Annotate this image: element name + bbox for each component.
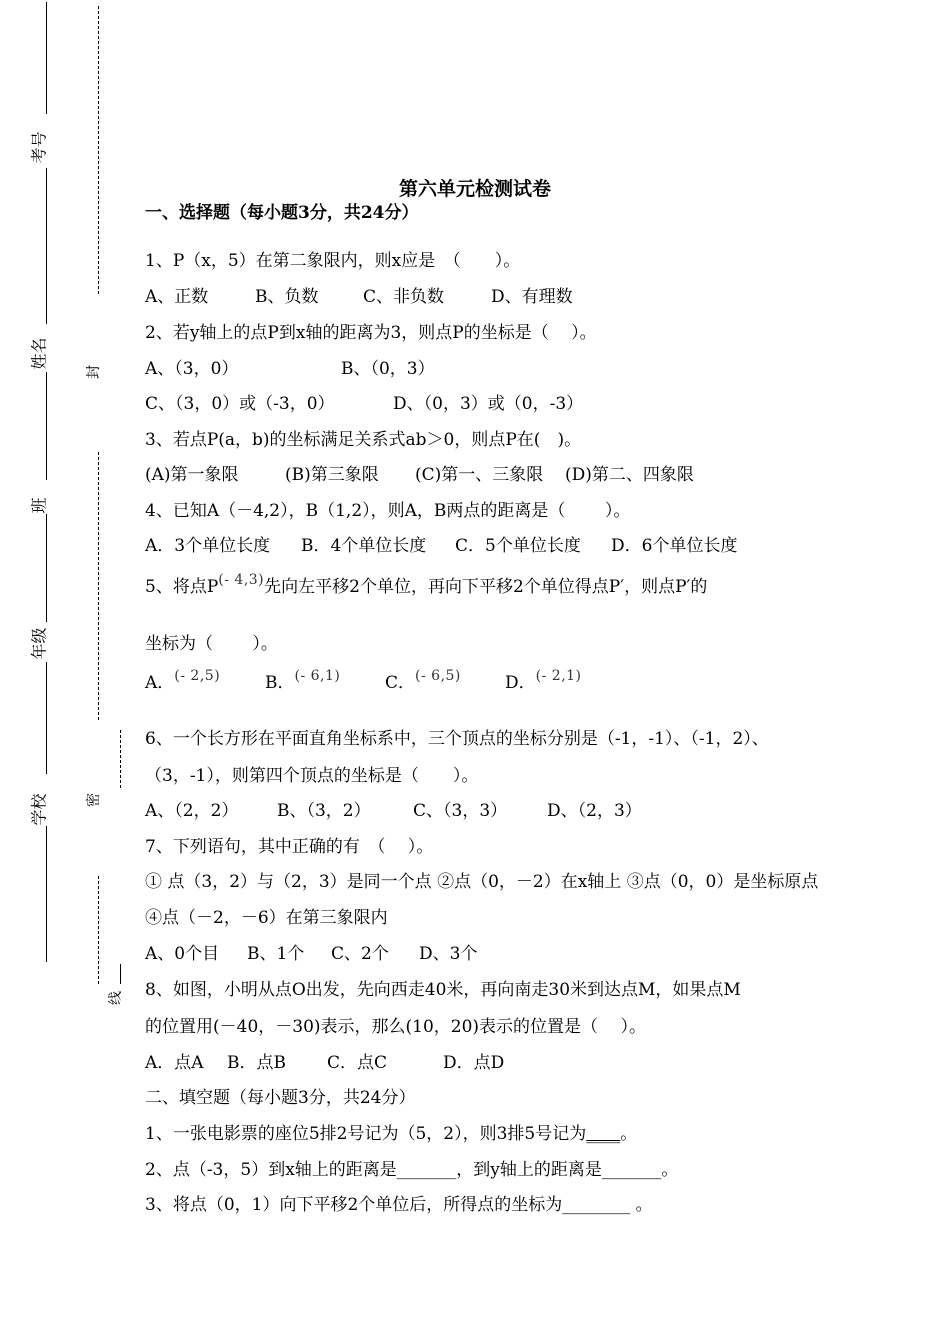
question-8-options bbox=[145, 1052, 504, 1074]
seal-dashed-line bbox=[98, 452, 99, 720]
question-7-options bbox=[145, 943, 477, 965]
option bbox=[265, 668, 385, 695]
option bbox=[145, 668, 265, 695]
option: (D)第二、四象限 bbox=[565, 465, 694, 485]
option: (B)第三象限 bbox=[285, 465, 379, 485]
section-2-header: 二、填空题（每小题3分，共24分） bbox=[145, 1088, 416, 1108]
exam-number-label: 考号 bbox=[29, 131, 49, 164]
option bbox=[385, 668, 505, 695]
option: D．点D bbox=[443, 1053, 505, 1073]
question-2: 2、若y轴上的点P到x轴的距离为3，则点P的坐标是（ ）。 bbox=[145, 323, 597, 343]
margin-line bbox=[46, 514, 47, 622]
question-7: 7、下列语句，其中正确的有 （ ）。 bbox=[145, 837, 434, 857]
option: (A)第一象限 bbox=[145, 465, 239, 485]
option-label: A． bbox=[145, 673, 175, 693]
fill-question-2: 2、点（-3，5）到x轴上的距离是_______，到y轴上的距离是_______。 bbox=[145, 1160, 679, 1180]
seal-tail-line bbox=[120, 964, 121, 984]
fill-question-3: 3、将点（0，1）向下平移2个单位后，所得点的坐标为________ 。 bbox=[145, 1195, 653, 1215]
seal-xian-label: 线 bbox=[108, 991, 124, 1005]
option: (C)第一、三象限 bbox=[415, 465, 544, 485]
option: B．点B bbox=[227, 1053, 286, 1073]
question-2-options-row2 bbox=[145, 393, 583, 415]
option-label: B． bbox=[265, 673, 295, 693]
seal-dashed-line bbox=[98, 876, 99, 984]
question-8-line2: 的位置用(－40，－30)表示，那么(10，20)表示的位置是（ ）。 bbox=[145, 1017, 646, 1037]
option-value: (- 2,1) bbox=[535, 668, 582, 684]
option: D、（0，3）或（0，-3） bbox=[393, 394, 584, 414]
option: C、非负数 bbox=[363, 287, 445, 307]
q5-text-a: 5、将点P bbox=[145, 577, 219, 597]
question-6-options bbox=[145, 800, 642, 822]
q5-text-b: 先向左平移2个单位，再向下平移2个单位得点P′，则点P′的 bbox=[264, 577, 708, 597]
question-1-options bbox=[145, 286, 573, 308]
question-2-options-row1 bbox=[145, 358, 435, 380]
question-7-statements-1: ① 点（3，2）与（2，3）是同一个点 ②点（0，－2）在x轴上 ③点（0，0）是坐标原点 bbox=[145, 872, 819, 892]
question-5-line2: 坐标为（ ）。 bbox=[145, 634, 278, 654]
margin-line bbox=[46, 662, 47, 774]
q5-point: (- 4,3) bbox=[218, 572, 265, 588]
option: A．3个单位长度 bbox=[145, 536, 271, 556]
option: D．6个单位长度 bbox=[611, 536, 738, 556]
option-value: (- 6,1) bbox=[294, 668, 341, 684]
seal-dashed-line bbox=[120, 730, 121, 788]
margin-line bbox=[46, 372, 47, 480]
option: D、（2，3） bbox=[547, 801, 642, 821]
option bbox=[505, 668, 582, 695]
option: B、1个 bbox=[247, 944, 305, 964]
grade-label: 年级 bbox=[29, 627, 49, 660]
question-4-options bbox=[145, 535, 737, 557]
option: D、3个 bbox=[419, 944, 478, 964]
page-title: 第六单元检测试卷 bbox=[398, 178, 551, 200]
option: C、（3，3） bbox=[413, 801, 508, 821]
option: A、0个目 bbox=[145, 944, 220, 964]
question-5-line1 bbox=[145, 572, 708, 599]
section-1-header: 一、选择题（每小题3分，共24分） bbox=[145, 203, 419, 223]
option: B、负数 bbox=[255, 287, 319, 307]
fill-1-text: 1、一张电影票的座位5排2号记为（5，2），则3排5号记为 bbox=[145, 1124, 587, 1144]
option: B、（0，3） bbox=[341, 359, 435, 379]
seal-feng-label: 封 bbox=[86, 365, 102, 379]
question-3: 3、若点P(a，b)的坐标满足关系式ab＞0，则点P在( )。 bbox=[145, 430, 582, 450]
question-1: 1、P（x，5）在第二象限内，则x应是 （ ）。 bbox=[145, 251, 521, 271]
option: A、（2，2） bbox=[145, 801, 239, 821]
question-6-line2: （3，-1），则第四个顶点的坐标是（ ）。 bbox=[145, 766, 479, 786]
option-value: (- 2,5) bbox=[174, 668, 221, 684]
name-label: 姓名 bbox=[29, 337, 49, 370]
option: A、正数 bbox=[145, 287, 209, 307]
option-label: D． bbox=[505, 673, 536, 693]
option-value: (- 6,5) bbox=[415, 668, 461, 684]
seal-mi-label: 密 bbox=[86, 793, 102, 807]
option: D、有理数 bbox=[491, 287, 573, 307]
option: A．点A bbox=[145, 1053, 204, 1073]
option: A、（3，0） bbox=[145, 359, 239, 379]
seal-dashed-line bbox=[98, 6, 99, 294]
option: C、（3，0）或（-3，0） bbox=[145, 394, 335, 414]
margin-line bbox=[46, 2, 47, 114]
option: B、（3，2） bbox=[277, 801, 371, 821]
option-label: C． bbox=[385, 673, 416, 693]
option: C、2个 bbox=[331, 944, 389, 964]
class-label: 班 bbox=[29, 497, 49, 514]
option: C．点C bbox=[327, 1053, 388, 1073]
question-6-line1: 6、一个长方形在平面直角坐标系中，三个顶点的坐标分别是（-1，-1）、（-1，2）、 bbox=[145, 729, 769, 749]
question-4: 4、已知A（－4,2），B（1,2），则A，B两点的距离是（ ）。 bbox=[145, 501, 631, 521]
fill-1-blank[interactable]: ____ bbox=[586, 1124, 621, 1144]
question-7-statements-2: ④点（－2，－6）在第三象限内 bbox=[145, 908, 388, 928]
question-8-line1: 8、如图，小明从点O出发，先向西走40米，再向南走30米到达点M，如果点M bbox=[145, 980, 741, 1000]
option: C．5个单位长度 bbox=[455, 536, 581, 556]
fill-question-1 bbox=[145, 1123, 637, 1145]
school-label: 学校 bbox=[29, 793, 49, 826]
question-5-options bbox=[145, 668, 582, 695]
question-3-options bbox=[145, 464, 694, 486]
fill-1-end: 。 bbox=[620, 1124, 638, 1144]
option: B．4个单位长度 bbox=[301, 536, 427, 556]
margin-line bbox=[46, 826, 47, 962]
